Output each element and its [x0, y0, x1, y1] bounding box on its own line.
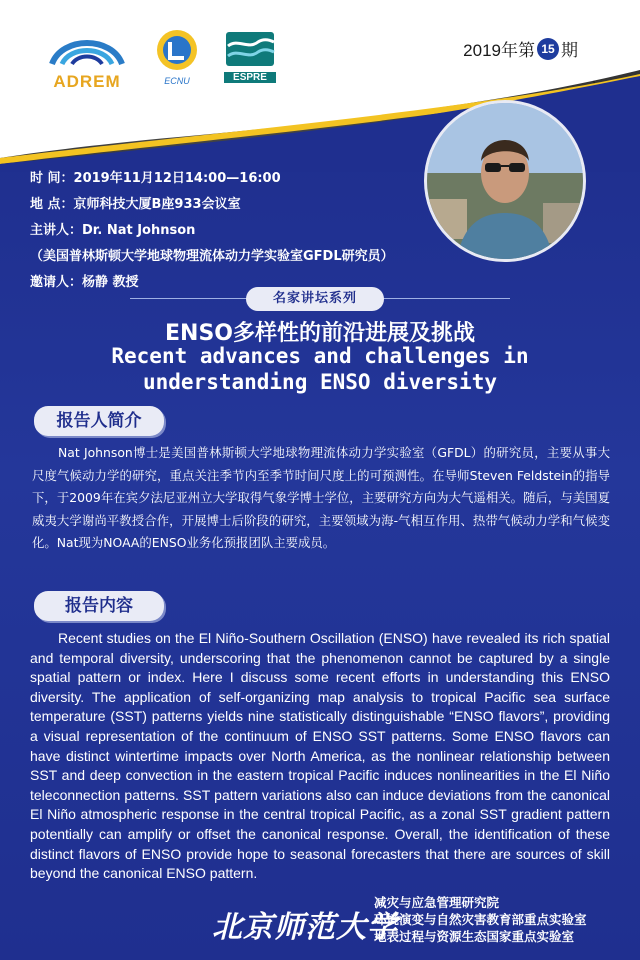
ecnu-label: ECNU: [164, 76, 190, 86]
issue-number-badge: 15: [537, 38, 559, 60]
event-host: 邀请人：杨静 教授: [30, 275, 139, 290]
event-time: 时 间：2019年11月12日14:00—16:00: [30, 171, 281, 186]
issue-suffix: 期: [561, 41, 578, 60]
university-name: 北京师范大学: [212, 910, 398, 945]
footer: [212, 894, 612, 950]
lab-item: 减灾与应急管理研究院: [374, 895, 500, 910]
ecnu-emblem-icon: [152, 28, 202, 72]
lab-list: [374, 894, 587, 945]
adrem-logo: [44, 28, 130, 91]
bio-heading: 报告人简介: [34, 406, 164, 436]
title-english-line2: understanding ENSO diversity: [142, 370, 497, 394]
issue-prefix: 2019年第: [463, 41, 535, 60]
event-info: [30, 166, 394, 296]
series-badge: 名家讲坛系列: [246, 287, 384, 311]
logo-row: [44, 28, 276, 91]
adrem-label: ADREM: [53, 72, 121, 91]
speaker-photo: [424, 100, 586, 262]
espre-logo: [224, 28, 276, 86]
lab-item: 环境演变与自然灾害教育部重点实验室: [374, 912, 587, 927]
title-chinese: ENSO多样性的前沿进展及挑战: [165, 321, 475, 346]
espre-emblem-icon: [224, 28, 276, 68]
lab-item: 地表过程与资源生态国家重点实验室: [374, 929, 575, 944]
speaker-affiliation: （美国普林斯顿大学地球物理流体动力学实验室GFDL研究员）: [30, 249, 394, 264]
bio-text: Nat Johnson博士是美国普林斯顿大学地球物理流体动力学实验室（GFDL）的研究员，主要从事大尺度气候动力学的研究，重点关注季节内至季节时间尺度上的可预测性。在导师Steven Feldstein的指导下，于2009年在宾夕法尼亚州立大学取得气象学博士学位，主要研究方向为大气遥相关。随后，与美国夏威夷大学谢尚平教授合作，开展博士后阶段的研究，主要领域为海-气相互作用、热带气候动力学和气候变化。Nat现为NOAA的ENSO业务化预报团队主要成员。: [32, 445, 610, 551]
espre-label: ESPRE: [224, 72, 276, 83]
abstract-heading: 报告内容: [34, 591, 164, 621]
event-speaker: 主讲人：Dr. Nat Johnson: [30, 223, 196, 238]
event-place: 地 点：京师科技大厦B座933会议室: [30, 197, 241, 212]
adrem-wave-icon: [44, 28, 130, 68]
speaker-portrait-icon: [427, 103, 583, 259]
issue-number: [463, 36, 578, 61]
title-english-line1: Recent advances and challenges in: [111, 344, 529, 368]
abstract-text: Recent studies on the El Niño-Southern Oscillation (ENSO) have revealed its rich spatial and temporal diversity, underscoring that the phenomenon cannot be captured by a single spatial pattern or index. Here I discuss some recent efforts in understanding this ENSO diversity. The application of self-organizing map analysis to tropical Pacific sea surface temperature (SST) patterns yields nine statistically distinguishable “ENSO flavors”, providing a visual representation of the continuum of ENSO SST patterns. Some ENSO flavors can have distinct wintertime impacts over North America, as the nonlinear relationship between SST and deep convection in the eastern tropical Pacific induces nonlinearities in the El Niño teleconnection patterns. SST pattern variations also can induce deviations from the canonical El Niño atmospheric response in the central tropical Pacific, as a zonal SST gradient pattern potentially can amplify or offset the canonical response. Overall, the identification of these distinct flavors of ENSO provide hope to seasonal forecasters that there are sources of skill beyond the canonical ENSO pattern.: [30, 630, 610, 882]
title-english: [0, 343, 640, 395]
ecnu-logo: [152, 28, 202, 86]
